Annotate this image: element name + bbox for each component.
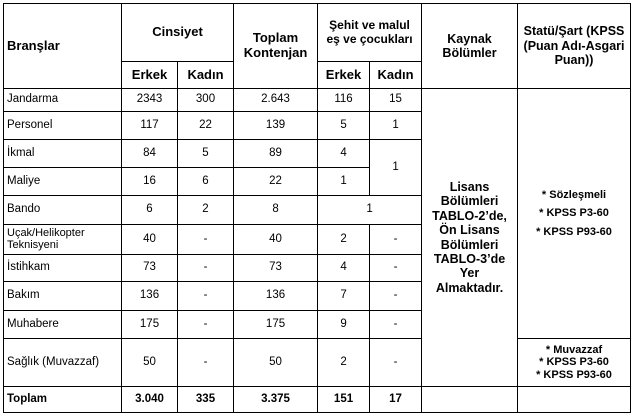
male-cell: 117 [122,112,178,140]
female-header: Kadın [178,62,234,89]
source-cell [422,89,518,387]
martyr-female-cell: - [370,255,422,282]
total-cell: 73 [234,255,318,282]
branch-cell: İstihkam [4,255,122,282]
status-kpss-p3: * KPSS P3-60 [539,356,609,369]
male-cell: 50 [122,339,178,387]
gender-header: Cinsiyet [122,4,234,62]
total-cell: 50 [234,339,318,387]
male-cell: 84 [122,140,178,168]
status-kpss-p93: * KPSS P93-60 [536,225,612,238]
totals-male: 3.040 [122,387,178,413]
martyr-header: Şehit ve malul eş ve çocukları [318,4,422,62]
female-cell: - [178,339,234,387]
male-cell: 2343 [122,89,178,112]
martyr-male-cell: 116 [318,89,370,112]
martyr-male-cell: 4 [318,255,370,282]
branch-cell: Bando [4,196,122,225]
martyr-female-cell: 1 [370,140,422,196]
martyr-male-cell: 4 [318,140,370,168]
branch-cell: Jandarma [4,89,122,112]
male-cell: 6 [122,196,178,225]
martyr-female-cell: - [370,282,422,311]
martyr-male-cell: 9 [318,311,370,339]
totals-source-empty [422,387,518,413]
martyr-male-cell: 2 [318,225,370,255]
martyr-combined-cell: 1 [318,196,422,225]
female-cell: 5 [178,140,234,168]
branch-header: Branşlar [4,4,122,89]
branch-cell: Personel [4,112,122,140]
martyr-male-cell: 7 [318,282,370,311]
total-cell: 2.643 [234,89,318,112]
totals-martyr-male: 151 [318,387,370,413]
totals-female: 335 [178,387,234,413]
female-cell: 6 [178,168,234,196]
branch-cell: Bakım [4,282,122,311]
martyr-female-cell: 1 [370,112,422,140]
female-cell: 2 [178,196,234,225]
status-kpss-p93: * KPSS P93-60 [536,368,612,381]
total-cell: 136 [234,282,318,311]
branch-cell: Muhabere [4,311,122,339]
status-cell [518,89,631,339]
status-contract: * Sözleşmeli [541,188,607,201]
status-header: Statü/Şart (KPSS (Puan Adı-Asgari Puan)) [518,4,631,89]
martyr-male-cell: 5 [318,112,370,140]
female-cell: - [178,255,234,282]
female-cell: 22 [178,112,234,140]
totals-status-empty [518,387,631,413]
male-cell: 40 [122,225,178,255]
female-cell: 300 [178,89,234,112]
male-cell: 175 [122,311,178,339]
martyr-male-cell: 2 [318,339,370,387]
total-quota-header: Toplam Kontenjan [234,4,318,89]
totals-quota: 3.375 [234,387,318,413]
totals-martyr-female: 17 [370,387,422,413]
male-cell: 136 [122,282,178,311]
table-row [4,89,631,112]
martyr-female-cell: - [370,225,422,255]
branch-cell: Maliye [4,168,122,196]
martyr-female-cell: - [370,339,422,387]
martyr-male-header: Erkek [318,62,370,89]
status-kpss-p3: * KPSS P3-60 [539,207,609,220]
quota-table [3,3,631,413]
branch-cell: İkmal [4,140,122,168]
total-cell: 89 [234,140,318,168]
source-header: Kaynak Bölümler [422,4,518,89]
totals-row [4,387,631,413]
total-cell: 22 [234,168,318,196]
table-row [4,339,631,387]
branch-cell: Uçak/Helikopter Teknisyeni [4,225,122,255]
total-cell: 40 [234,225,318,255]
martyr-female-cell: - [370,311,422,339]
male-cell: 73 [122,255,178,282]
female-cell: - [178,282,234,311]
source-text: Lisans Bölümleri TABLO-2’de, Ön Lisans Bölümleri TABLO-3’de Yer Almaktadır. [432,180,507,295]
male-header: Erkek [122,62,178,89]
male-cell: 16 [122,168,178,196]
female-cell: - [178,311,234,339]
status-regular: * Muvazzaf [545,343,603,356]
branch-cell: Sağlık (Muvazzaf) [4,339,122,387]
martyr-female-header: Kadın [370,62,422,89]
total-cell: 175 [234,311,318,339]
total-cell: 139 [234,112,318,140]
status-health-cell [518,339,631,387]
female-cell: - [178,225,234,255]
martyr-male-cell: 1 [318,168,370,196]
martyr-female-cell: 15 [370,89,422,112]
total-cell: 8 [234,196,318,225]
totals-label: Toplam [4,387,122,413]
